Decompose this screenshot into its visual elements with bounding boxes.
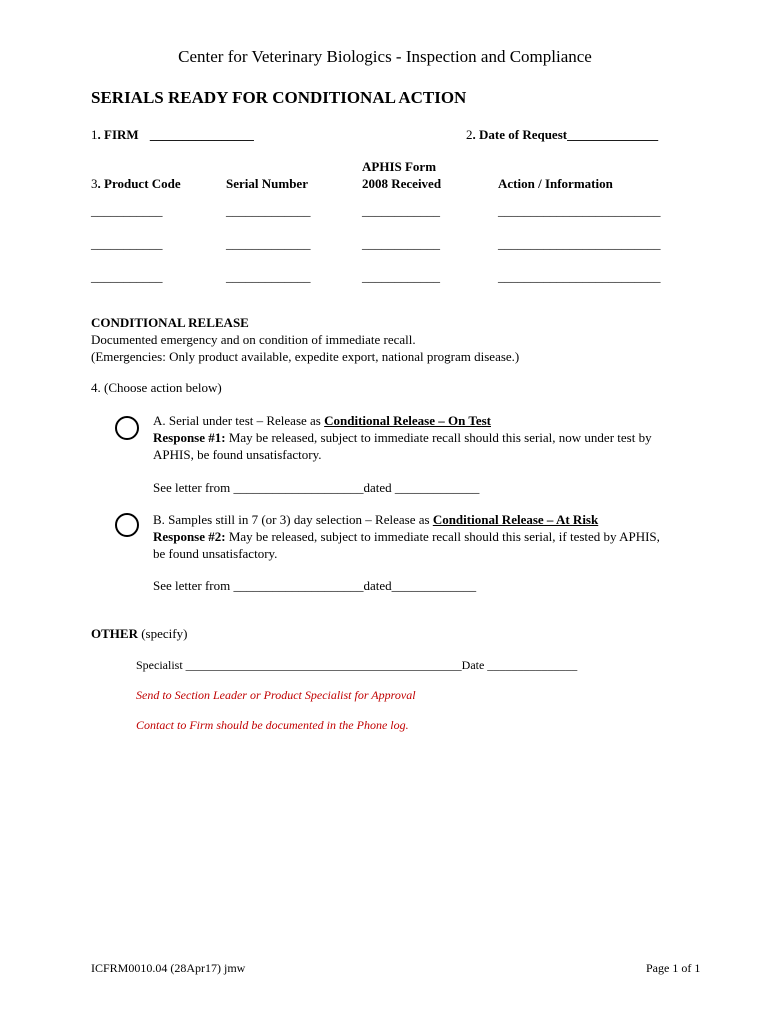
row-2-action[interactable]: _________________________: [498, 236, 661, 251]
option-a-radio[interactable]: [115, 416, 139, 440]
col-label: . Product Code: [97, 176, 181, 191]
option-b-response-text-2: be found unsatisfactory.: [153, 546, 278, 561]
col-number: 3: [91, 176, 98, 191]
form-title: SERIALS READY FOR CONDITIONAL ACTION: [91, 88, 467, 107]
col-header-action: Action / Information: [498, 176, 613, 191]
option-a-release-type: Conditional Release – On Test: [324, 413, 491, 428]
option-b-response: [153, 529, 660, 545]
option-a-prefix: A. Serial under test – Release as: [153, 413, 325, 428]
row-3-product-code[interactable]: ___________: [91, 269, 163, 284]
row-1-serial-number[interactable]: _____________: [226, 203, 311, 218]
col-header-aphis-form-1: APHIS Form: [362, 159, 437, 174]
date-number: 2: [466, 127, 473, 142]
option-b-radio[interactable]: [115, 513, 139, 537]
page-number: Page 1 of 1: [646, 961, 701, 975]
row-3-serial-number[interactable]: _____________: [226, 269, 311, 284]
col-header-aphis-form-2: 2008 Received: [362, 176, 442, 191]
option-b-letter[interactable]: See letter from ____________________dated_____________: [153, 578, 477, 593]
other-label: OTHER: [91, 626, 138, 641]
row-2-serial-number[interactable]: _____________: [226, 236, 311, 251]
option-b-release-type: Conditional Release – At Risk: [432, 512, 599, 527]
phone-log-note: Contact to Firm should be documented in the Phone log.: [136, 718, 409, 732]
action-prompt: 4. (Choose action below): [91, 380, 222, 395]
row-1-action[interactable]: _________________________: [498, 203, 661, 218]
option-a-letter[interactable]: See letter from ____________________dated _____________: [153, 480, 480, 495]
row-3-action[interactable]: _________________________: [498, 269, 661, 284]
form-id: ICFRM0010.04 (28Apr17) jmw: [91, 961, 246, 975]
date-request-field: [466, 127, 658, 143]
option-a-response: [153, 430, 652, 446]
date-blank[interactable]: ______________: [567, 127, 659, 142]
other-specify: (specify): [137, 626, 188, 641]
option-a-title: [153, 413, 491, 429]
other-section: [91, 626, 187, 642]
conditional-release-line-1: Documented emergency and on condition of immediate recall.: [91, 332, 416, 347]
conditional-release-line-2: (Emergencies: Only product available, expedite export, national program disease.): [91, 349, 520, 364]
date-label: . Date of Request: [472, 127, 568, 142]
row-1-aphis-form[interactable]: ____________: [362, 203, 440, 218]
option-b-response-label: Response #2:: [153, 529, 226, 544]
approval-note: Send to Section Leader or Product Specialist for Approval: [136, 688, 416, 702]
col-header-product-code: [91, 176, 181, 192]
firm-number: 1: [91, 127, 98, 142]
option-a-response-label: Response #1:: [153, 430, 226, 445]
row-2-aphis-form[interactable]: ____________: [362, 236, 440, 251]
option-b-response-text: May be released, subject to immediate recall should this serial, if tested by APHIS,: [225, 529, 660, 544]
option-b-title: [153, 512, 598, 528]
col-header-serial-number: Serial Number: [226, 176, 308, 191]
center-title: Center for Veterinary Biologics - Inspection and Compliance: [178, 47, 592, 66]
row-2-product-code[interactable]: ___________: [91, 236, 163, 251]
option-b-prefix: B. Samples still in 7 (or 3) day selection – Release as: [153, 512, 433, 527]
row-3-aphis-form[interactable]: ____________: [362, 269, 440, 284]
firm-label: . FIRM: [97, 127, 139, 142]
option-a-response-text: May be released, subject to immediate recall should this serial, now under test by: [225, 430, 652, 445]
firm-field: [91, 127, 254, 143]
option-a-response-text-2: APHIS, be found unsatisfactory.: [153, 447, 322, 462]
specialist-date-line[interactable]: Specialist ______________________________________________Date _______________: [136, 658, 578, 672]
conditional-release-heading: CONDITIONAL RELEASE: [91, 315, 249, 330]
firm-blank[interactable]: ________________: [149, 127, 254, 142]
row-1-product-code[interactable]: ___________: [91, 203, 163, 218]
